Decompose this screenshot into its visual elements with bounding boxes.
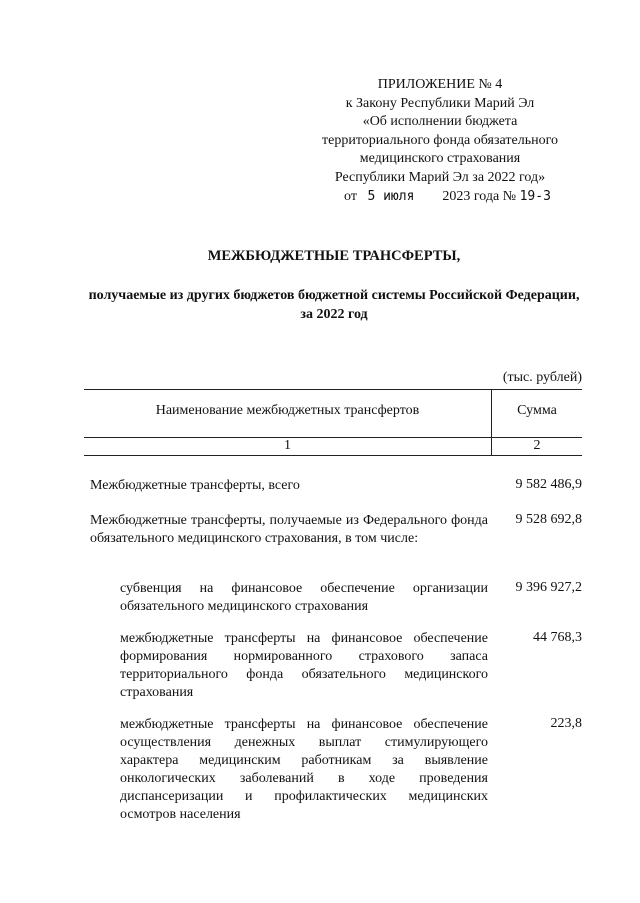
appendix-line: «Об исполнении бюджета	[362, 114, 518, 130]
date-day-month: 5 июля	[367, 188, 415, 204]
date-year-number: 2023 года №	[442, 188, 517, 204]
table-row-name: Межбюджетные трансферты, всего	[90, 478, 300, 493]
table-row-sum: 9 582 486,9	[515, 477, 582, 492]
appendix-line: Республики Марий Эл за 2022 год»	[334, 169, 546, 185]
table-row-name: Межбюджетные трансферты, получаемые из Федерального фонда обязательного медицинского страхования, в том числе:	[90, 513, 488, 546]
appendix-line: ПРИЛОЖЕНИЕ № 4	[377, 77, 503, 92]
law-date-line	[300, 188, 580, 207]
appendix-line: медицинского страхования	[359, 151, 521, 167]
date-prefix: от	[344, 188, 357, 204]
table-row-name: субвенция на финансовое обеспечение организации обязательного медицинского страхования	[120, 581, 488, 614]
appendix-line: к Закону Республики Марий Эл	[345, 95, 535, 111]
table-row-sum: 9 528 692,8	[515, 512, 582, 527]
table-row-name: межбюджетные трансферты на финансовое обеспечение осуществления денежных выплат стимулирующего характера медицинским работникам за выявление онкологических заболеваний в ходе проведения диспансеризации и профилактических медицинских осмотров населения	[120, 717, 488, 822]
units-label: (тыс. рублей)	[502, 370, 582, 385]
document-title: МЕЖБЮДЖЕТНЫЕ ТРАНСФЕРТЫ,	[207, 248, 461, 264]
law-number: 19-З	[519, 188, 551, 204]
appendix-line: территориального фонда обязательного	[322, 132, 558, 148]
header-sum: Сумма	[517, 403, 557, 418]
document-subtitle: получаемые из других бюджетов бюджетной системы Российской Федерации, за 2022 год	[88, 288, 580, 322]
column-number-2: 2	[533, 438, 541, 453]
table-row-sum: 9 396 927,2	[515, 580, 582, 595]
table-row-sum: 223,8	[550, 716, 582, 731]
appendix-block	[300, 76, 580, 206]
column-number-1: 1	[284, 438, 291, 453]
header-name: Наименование межбюджетных трансфертов	[155, 403, 420, 418]
table-row-sum: 44 768,3	[533, 630, 582, 645]
table-numbers-border	[84, 455, 582, 456]
table-row-name: межбюджетные трансферты на финансовое обеспечение формирования нормированного страхового запаса территориального фонда обязательного медицинского страхования	[120, 631, 488, 700]
table-top-border	[84, 389, 582, 390]
